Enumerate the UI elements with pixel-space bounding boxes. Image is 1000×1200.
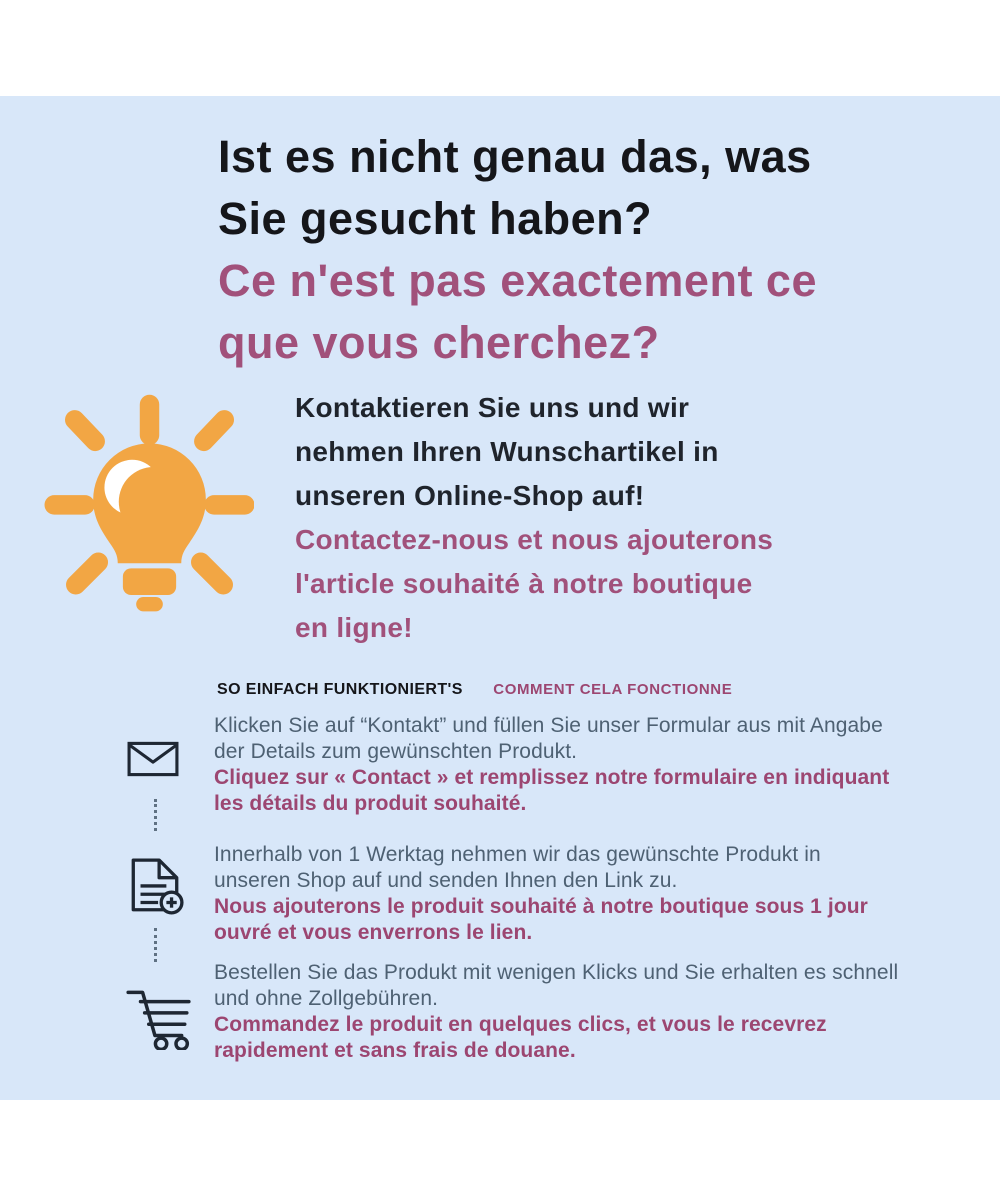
intro-german-line: unseren Online-Shop auf! (295, 480, 645, 511)
step-2-german-line: Innerhalb von 1 Werktag nehmen wir das gewünschte Produkt in (214, 843, 821, 866)
step-3-german-line: und ohne Zollgebühren. (214, 987, 439, 1010)
shopping-cart-icon (122, 984, 194, 1055)
intro-french (295, 518, 773, 650)
step-2-french-line: Nous ajouterons le produit souhaité à notre boutique sous 1 jour (214, 895, 868, 918)
step-1-french-line: les détails du produit souhaité. (214, 792, 527, 815)
headline-french (218, 250, 817, 374)
step-3-text (214, 960, 898, 1064)
step-3-french-line: rapidement et sans frais de douane. (214, 1039, 576, 1062)
envelope-icon (127, 741, 179, 782)
intro-german-line: nehmen Ihren Wunschartikel in (295, 436, 719, 467)
step-3-german-line: Bestellen Sie das Produkt mit wenigen Klicks und Sie erhalten es schnell (214, 961, 899, 984)
document-add-icon (125, 858, 185, 921)
headline-french-line: Ce n'est pas exactement ce (218, 255, 817, 306)
step-3-french-line: Commandez le produit en quelques clics, et vous le recevrez (214, 1013, 827, 1036)
dotted-connector (154, 928, 157, 962)
headline-french-line: que vous cherchez? (218, 317, 660, 368)
section-header (217, 681, 732, 699)
step-1-german-line: der Details zum gewünschten Produkt. (214, 740, 578, 763)
step-2-text (214, 842, 868, 946)
headline-german-line: Ist es nicht genau das, was (218, 131, 812, 182)
step-1-french-line: Cliquez sur « Contact » et remplissez notre formulaire en indiquant (214, 766, 890, 789)
step-2-german-line: unseren Shop auf und senden Ihnen den Link zu. (214, 869, 678, 892)
intro-german (295, 386, 719, 518)
section-header-french: COMMENT CELA FONCTIONNE (493, 681, 733, 698)
section-header-german: SO EINFACH FUNKTIONIERT'S (217, 681, 463, 698)
intro-french-line: Contactez-nous et nous ajouterons (295, 524, 774, 555)
headline-german (218, 126, 812, 250)
intro-french-line: l'article souhaité à notre boutique (295, 568, 753, 599)
step-2-french-line: ouvré et vous enverrons le lien. (214, 921, 533, 944)
lightbulb-icon (44, 392, 254, 630)
intro-german-line: Kontaktieren Sie uns und wir (295, 392, 690, 423)
dotted-connector (154, 799, 157, 831)
step-1-text (214, 713, 889, 817)
intro-french-line: en ligne! (295, 612, 413, 643)
step-1-german-line: Klicken Sie auf “Kontakt” und füllen Sie unser Formular aus mit Angabe (214, 714, 883, 737)
headline-german-line: Sie gesucht haben? (218, 193, 653, 244)
